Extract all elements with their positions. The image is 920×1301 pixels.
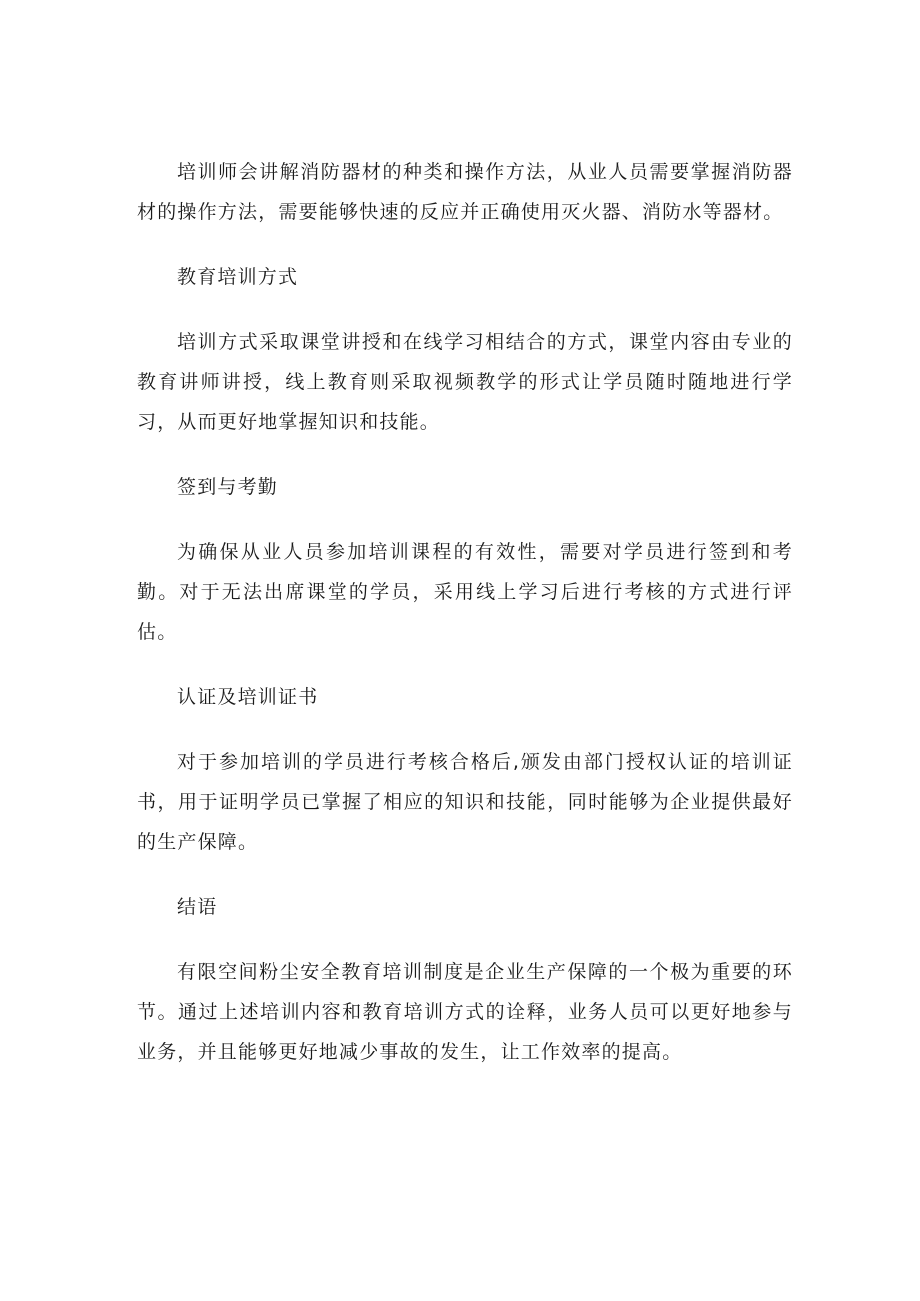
spacer: [137, 927, 793, 952]
heading-training-method: 教育培训方式: [177, 266, 299, 288]
document-body: [137, 152, 793, 1072]
heading-certification: 认证及培训证书: [177, 686, 319, 708]
heading-conclusion: 结语: [177, 896, 218, 918]
spacer: [137, 507, 793, 532]
paragraph-training-method: 培训方式采取课堂讲授和在线学习相结合的方式，课堂内容由专业的教育讲师讲授，线上教育则采取视频教学的形式让学员随时随地进行学习，从而更好地掌握知识和技能。: [137, 331, 793, 433]
paragraph-attendance: 为确保从业人员参加培训课程的有效性，需要对学员进行签到和考勤。对于无法出席课堂的学员，采用线上学习后进行考核的方式进行评估。: [137, 541, 793, 643]
heading-attendance: 签到与考勤: [177, 476, 279, 498]
spacer: [137, 442, 793, 467]
spacer: [137, 232, 793, 257]
spacer: [137, 652, 793, 677]
paragraph-certification: 对于参加培训的学员进行考核合格后,颁发由部门授权认证的培训证书，用于证明学员已掌握了相应的知识和技能，同时能够为企业提供最好的生产保障。: [137, 751, 793, 853]
spacer: [137, 297, 793, 322]
spacer: [137, 717, 793, 742]
paragraph-conclusion: 有限空间粉尘安全教育培训制度是企业生产保障的一个极为重要的环节。通过上述培训内容和教育培训方式的诠释，业务人员可以更好地参与业务，并且能够更好地减少事故的发生，让工作效率的提高。: [137, 961, 793, 1063]
spacer: [137, 862, 793, 887]
paragraph-fire-equipment: 培训师会讲解消防器材的种类和操作方法，从业人员需要掌握消防器材的操作方法，需要能够快速的反应并正确使用灭火器、消防水等器材。: [137, 161, 793, 223]
